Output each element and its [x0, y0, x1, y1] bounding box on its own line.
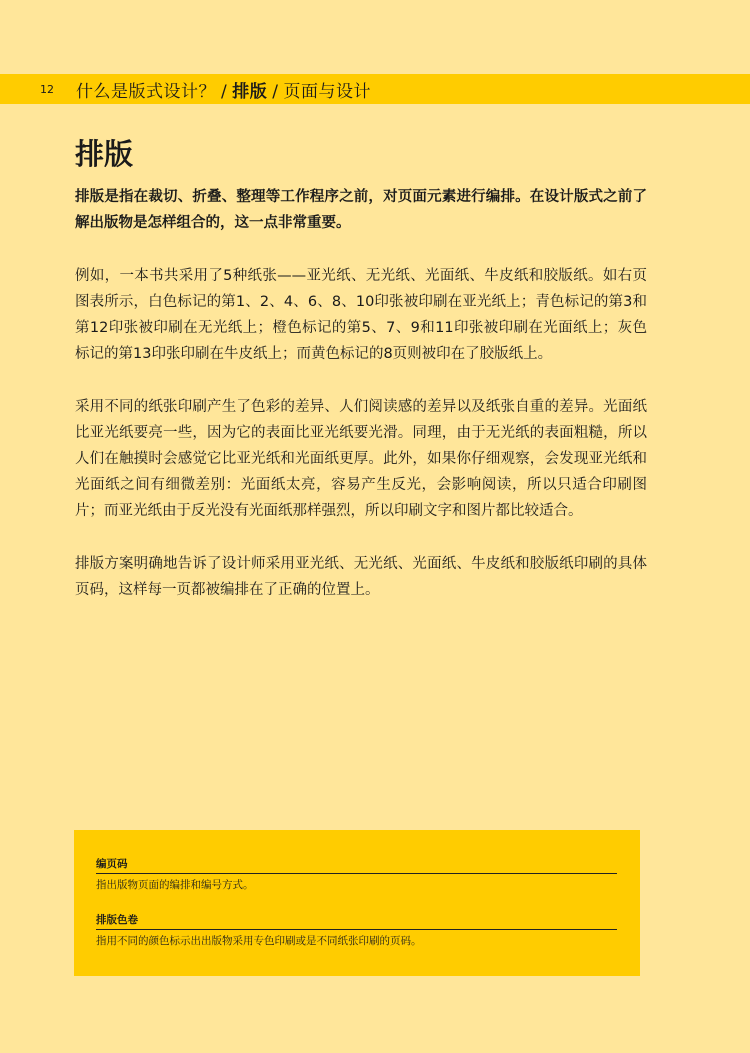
breadcrumb-separator: / — [272, 81, 279, 102]
breadcrumb-subsection: 页面与设计 — [283, 81, 371, 102]
breadcrumb — [76, 77, 371, 102]
section-header-bar — [0, 74, 750, 104]
paragraph: 排版方案明确地告诉了设计师采用亚光纸、无光纸、光面纸、牛皮纸和胶版纸印刷的具体页码，这样每一页都被编排在了正确的位置上。 — [75, 556, 647, 598]
glossary-term: 排版色卷 — [96, 912, 617, 930]
glossary-definition: 指用不同的颜色标示出出版物采用专色印刷或是不同纸张印刷的页码。 — [96, 935, 422, 947]
page-number: 12 — [40, 82, 54, 96]
glossary-term: 编页码 — [96, 856, 617, 874]
breadcrumb-current-section: 排版 — [232, 81, 268, 102]
body-text — [75, 184, 647, 630]
glossary-definition: 指出版物页面的编排和编号方式。 — [96, 879, 254, 891]
page-title: 排版 — [75, 137, 134, 171]
breadcrumb-chapter: 什么是版式设计？ — [76, 81, 216, 102]
paragraph: 采用不同的纸张印刷产生了色彩的差异、人们阅读感的差异以及纸张自重的差异。光面纸比亚光纸要亮一些，因为它的表面比亚光纸要光滑。同理，由于无光纸的表面粗糙，所以人们在触摸时会感觉它比亚光纸和光面纸更厚。此外，如果你仔细观察，会发现亚光纸和光面纸之间有细微差别：光面纸太亮，容易产生反光，会影响阅读，所以只适合印刷图片；而亚光纸由于反光没有光面纸那样强烈，所以印刷文字和图片都比较适合。 — [75, 399, 647, 519]
paragraph: 例如，一本书共采用了5种纸张——亚光纸、无光纸、光面纸、牛皮纸和胶版纸。如右页图表所示，白色标记的第1、2、4、6、8、10印张被印刷在亚光纸上；青色标记的第3和第12印张被印刷在无光纸上；橙色标记的第5、7、9和11印张被印刷在光面纸上；灰色标记的第13印张印刷在牛皮纸上；而黄色标记的8页则被印在了胶版纸上。 — [75, 268, 647, 362]
glossary-item — [96, 856, 617, 892]
glossary-item — [96, 912, 617, 948]
breadcrumb-separator: / — [221, 81, 228, 102]
lead-paragraph: 排版是指在裁切、折叠、整理等工作程序之前，对页面元素进行编排。在设计版式之前了解出版物是怎样组合的，这一点非常重要。 — [75, 189, 647, 231]
glossary-box — [74, 830, 640, 976]
